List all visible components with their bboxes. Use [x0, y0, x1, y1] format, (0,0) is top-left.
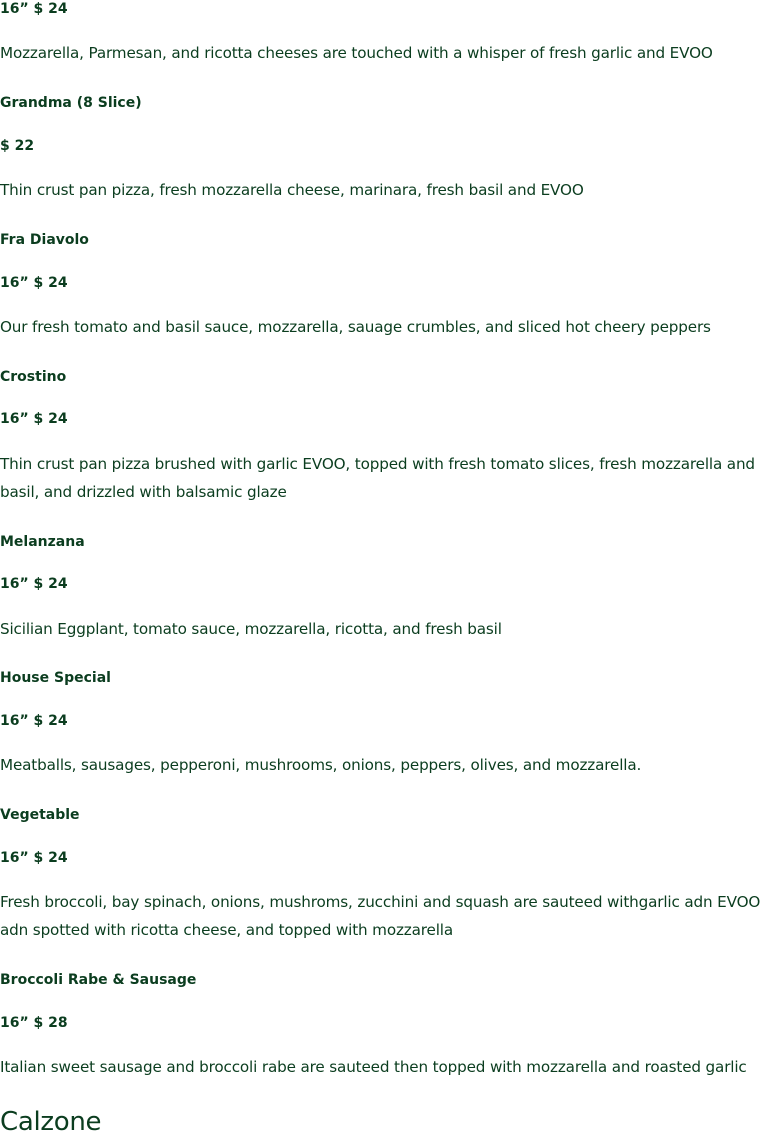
- item-description: Thin crust pan pizza brushed with garlic EVOO, topped with fresh tomato slices, fresh mozzarella and basil, and drizzled with balsamic glaze: [0, 455, 755, 501]
- item-price: 16” $ 24: [0, 850, 68, 866]
- item-name: Crostino: [0, 369, 67, 385]
- item-name: House Special: [0, 670, 111, 686]
- item-description: Meatballs, sausages, pepperoni, mushrooms, onions, peppers, olives, and mozzarella.: [0, 756, 642, 774]
- item-name: Fra Diavolo: [0, 232, 89, 248]
- section-heading-calzone: Calzone: [0, 1107, 102, 1137]
- item-description: Thin crust pan pizza, fresh mozzarella cheese, marinara, fresh basil and EVOO: [0, 181, 584, 199]
- item-price: 16” $ 28: [0, 1015, 68, 1031]
- item-description: Our fresh tomato and basil sauce, mozzarella, sauage crumbles, and sliced hot cheery peppers: [0, 318, 711, 336]
- item-name: Vegetable: [0, 807, 80, 823]
- item-description: Sicilian Eggplant, tomato sauce, mozzarella, ricotta, and fresh basil: [0, 620, 502, 638]
- item-price: 16” $ 24: [0, 411, 68, 427]
- item-description: Italian sweet sausage and broccoli rabe are sauteed then topped with mozzarella and roasted garlic: [0, 1058, 747, 1076]
- item-price: $ 22: [0, 138, 35, 154]
- item-price: 16” $ 24: [0, 1, 68, 17]
- item-name: Broccoli Rabe & Sausage: [0, 972, 197, 988]
- item-name: Melanzana: [0, 534, 85, 550]
- item-name: Grandma (8 Slice): [0, 95, 142, 111]
- item-price: 16” $ 24: [0, 713, 68, 729]
- item-description: Fresh broccoli, bay spinach, onions, mushroms, zucchini and squash are sauteed withgarlic adn EVOO adn spotted with ricotta cheese, and topped with mozzarella: [0, 893, 761, 939]
- item-description: Mozzarella, Parmesan, and ricotta cheeses are touched with a whisper of fresh garlic and EVOO: [0, 44, 713, 62]
- item-price: 16” $ 24: [0, 576, 68, 592]
- item-price: 16” $ 24: [0, 275, 68, 291]
